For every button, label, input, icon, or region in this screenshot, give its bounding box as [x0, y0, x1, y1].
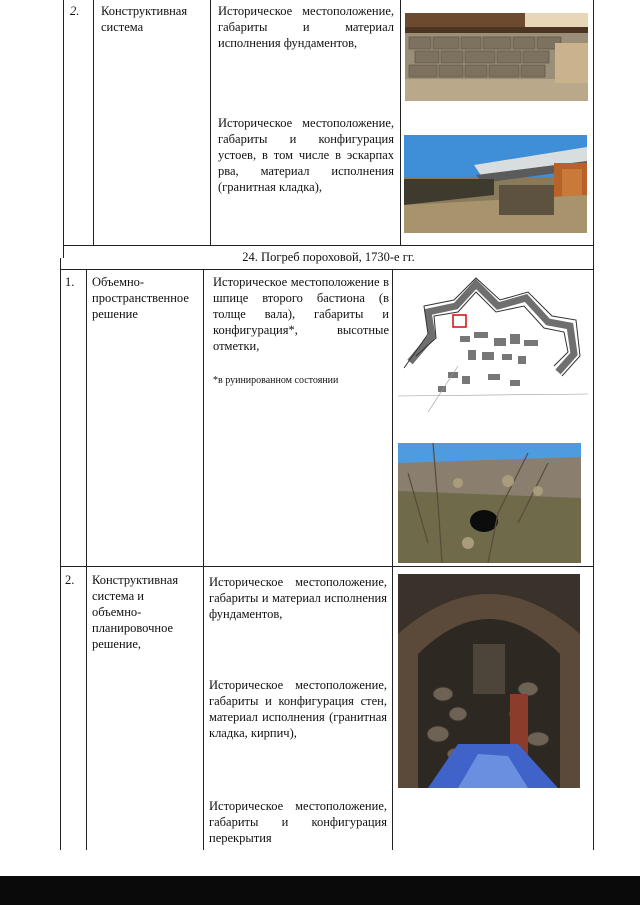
table-border-left-top [63, 0, 64, 258]
description-paragraph: Историческое местоположение, габариты и материал исполнения фундаментов, [218, 4, 394, 50]
row-number: 2. [70, 4, 80, 18]
foundation-photo [405, 13, 588, 101]
column-divider [400, 0, 401, 245]
bridge-photo [404, 135, 587, 233]
column-divider [203, 269, 204, 850]
footnote: *в руинированном состоянии [213, 375, 339, 386]
column-divider [86, 269, 87, 850]
row-divider [60, 269, 594, 270]
row-divider [60, 566, 593, 567]
section-title: 24. Погреб пороховой, 1730-е гг. [242, 250, 415, 264]
description-paragraph: Историческое местоположение, габариты и конфигурация перекрытия [209, 799, 387, 845]
element-name: Объемно- пространственное решение [92, 275, 189, 321]
row-number: 1. [65, 275, 75, 289]
site-plan-image [398, 276, 588, 412]
row-number: 2. [65, 573, 75, 587]
description-paragraph: Историческое местоположение, габариты и материал исполнения фундаментов, [209, 575, 387, 621]
column-divider [93, 0, 94, 245]
scan-bottom-edge [0, 876, 640, 905]
table-border-left [60, 258, 61, 850]
column-divider [392, 269, 393, 850]
element-name: Конструктивная система [101, 4, 188, 34]
table-border-right [593, 258, 594, 850]
table-border-right-top [593, 0, 594, 258]
element-name: Конструктивная система и объемно- планировочное решение, [92, 573, 179, 651]
vault-interior-photo [398, 574, 580, 788]
row-divider [63, 245, 594, 246]
description-paragraph: Историческое местоположение, габариты и конфигурация стен, материал исполнения (гранитная кладка, кирпич), [209, 678, 387, 740]
ruin-photo [398, 443, 581, 563]
description-paragraph: Историческое местоположение в шпице второго бастиона (в толще вала), габариты и конфигурация*, высотные отметки, [213, 275, 389, 353]
column-divider [210, 0, 211, 245]
description-paragraph: Историческое местоположение, габариты и конфигурация устоев, в том числе в эскарпах рва, материал исполнения (гранитная кладка), [218, 116, 394, 194]
